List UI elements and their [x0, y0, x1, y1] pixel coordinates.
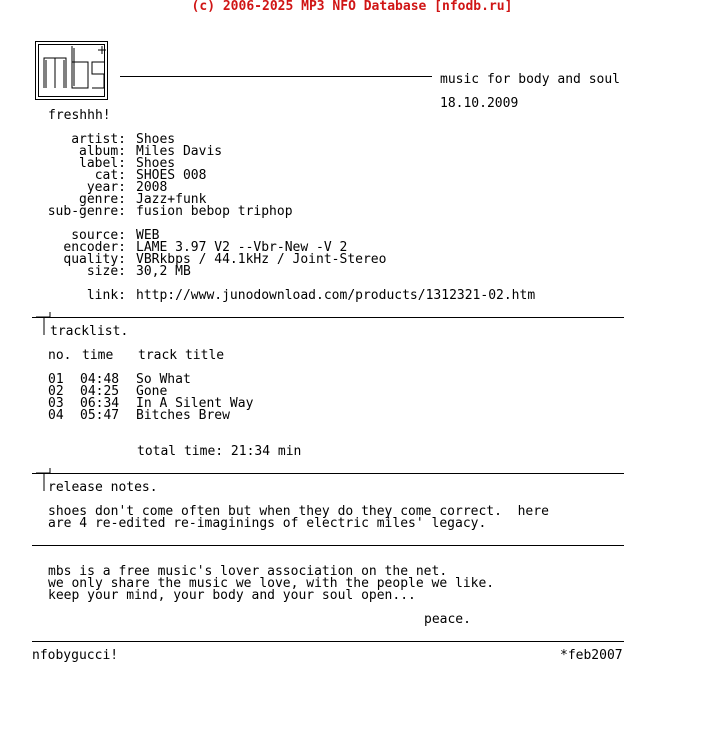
about-line: keep your mind, your body and your soul open... [48, 588, 416, 603]
total-time: total time: 21:34 min [137, 444, 302, 459]
field-label-genre: genre: [79, 192, 126, 207]
field-value-album: Miles Davis [136, 144, 223, 159]
field-value-artist: Shoes [136, 132, 176, 147]
field-value-size: 30,2 MB [136, 264, 191, 279]
col-header-no: no. [48, 348, 72, 363]
field-value-source: WEB [136, 228, 160, 243]
track-no: 03 [48, 396, 64, 411]
field-label-label: label: [79, 156, 126, 171]
field-label-source: source: [71, 228, 126, 243]
about-line: mbs is a free music's lover association on the net. [48, 564, 448, 579]
track-title: So What [136, 372, 191, 387]
logo-divider [120, 76, 432, 77]
footer-credit: nfobygucci! [32, 648, 119, 663]
tagline: music for body and soul [440, 72, 621, 87]
nfodb-copyright-banner: (c) 2006-2025 MP3 NFO Database [nfodb.ru] [191, 0, 513, 14]
track-time: 05:47 [80, 408, 120, 423]
field-value-encoder: LAME 3.97 V2 --Vbr-New -V 2 [136, 240, 348, 255]
field-label-artist: artist: [71, 132, 126, 147]
field-label-album: album: [79, 144, 126, 159]
footer-divider [32, 641, 624, 642]
field-value-year: 2008 [136, 180, 168, 195]
mbs-logo [34, 40, 110, 102]
field-value-cat: SHOES 008 [136, 168, 207, 183]
field-value-subgenre: fusion bebop triphop [136, 204, 293, 219]
release-notes-line: are 4 re-edited re-imaginings of electric miles' legacy. [48, 516, 487, 531]
peace-signoff: peace. [424, 612, 471, 627]
release-notes-bracket [32, 468, 52, 480]
col-header-title: track title [138, 348, 225, 363]
field-value-link[interactable]: http://www.junodownload.com/products/1312321-02.htm [136, 288, 536, 303]
tracklist-divider [32, 317, 624, 318]
release-notes-line: shoes don't come often but when they do they come correct. here [48, 504, 549, 519]
about-divider [32, 545, 624, 546]
release-date: 18.10.2009 [440, 96, 519, 111]
track-time: 06:34 [80, 396, 120, 411]
track-time: 04:48 [80, 372, 120, 387]
track-title: Bitches Brew [136, 408, 230, 423]
tracklist-bracket [32, 312, 52, 324]
track-time: 04:25 [80, 384, 120, 399]
col-header-time: time [82, 348, 114, 363]
tracklist-heading: tracklist. [50, 324, 129, 339]
field-label-subgenre: sub-genre: [47, 204, 126, 219]
track-title: Gone [136, 384, 168, 399]
field-label-year: year: [86, 180, 126, 195]
field-value-label: Shoes [136, 156, 176, 171]
field-value-quality: VBRkbps / 44.1kHz / Joint-Stereo [136, 252, 387, 267]
field-value-genre: Jazz+funk [136, 192, 207, 207]
release-notes-heading: release notes. [48, 480, 158, 495]
about-line: we only share the music we love, with the people we like. [48, 576, 495, 591]
release-name: freshhh! [48, 108, 111, 123]
field-label-cat: cat: [94, 168, 126, 183]
field-label-quality: quality: [63, 252, 126, 267]
release-notes-divider [32, 473, 624, 474]
field-label-size: size: [86, 264, 126, 279]
field-label-link: link: [86, 288, 126, 303]
footer-date: *feb2007 [560, 648, 623, 663]
track-no: 04 [48, 408, 64, 423]
track-title: In A Silent Way [136, 396, 254, 411]
track-no: 01 [48, 372, 64, 387]
field-label-encoder: encoder: [63, 240, 126, 255]
track-no: 02 [48, 384, 64, 399]
